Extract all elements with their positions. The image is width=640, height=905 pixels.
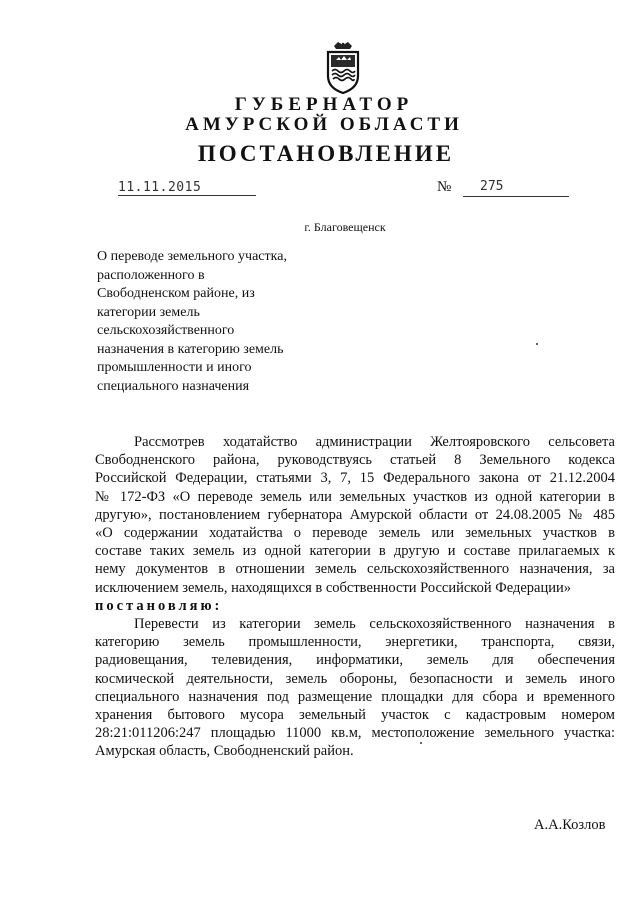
decree-word: постановляю: bbox=[95, 597, 223, 614]
number-label: № bbox=[437, 179, 452, 195]
body-line: Российской Федерации, статьями 3, 7, 15 Федерального закона от 21.12.2004 bbox=[95, 470, 615, 487]
subject-line: Свободненском районе, из bbox=[97, 286, 255, 301]
decision-line: Амурская область, Свободненский район. bbox=[95, 743, 354, 760]
decision-line: космической деятельности, земель обороны, безопасности и земель иного bbox=[95, 670, 615, 687]
document-date: 11.11.2015 bbox=[118, 180, 202, 195]
signatory-name: А.А.Козлов bbox=[534, 817, 606, 833]
issue-city: г. Благовещенск bbox=[304, 220, 386, 234]
subject-line: сельскохозяйственного bbox=[97, 323, 235, 338]
subject-line: промышленности и иного bbox=[97, 360, 252, 375]
subject-line: расположенного в bbox=[97, 267, 205, 283]
subject-line: О переводе земельного участка, bbox=[97, 249, 287, 264]
body-line: исключением земель, находящихся в собственности Российской Федерации» bbox=[95, 579, 571, 596]
decision-line: 28:21:011206:247 площадью 11000 кв.м, местоположение земельного участка: bbox=[95, 725, 615, 742]
subject-line: специального назначения bbox=[97, 378, 250, 394]
scan-speck bbox=[536, 343, 538, 345]
decision-line: специального назначения под размещение площадки для сбора и временного bbox=[95, 688, 615, 705]
decision-line: Перевести из категории земель сельскохозяйственного назначения в bbox=[134, 616, 615, 633]
body-line: № 172-ФЗ «О переводе земель или земельных участков из одной категории в bbox=[95, 488, 615, 505]
body-line: Рассмотрев ходатайство администрации Желтояровского сельсовета bbox=[134, 434, 615, 450]
decision-line: хранения бытового мусора земельный участок с кадастровым номером bbox=[95, 707, 615, 724]
issuer-title: ГУБЕРНАТОР bbox=[234, 94, 414, 115]
decision-line: категорию земель промышленности, энергетики, транспорта, связи, bbox=[95, 634, 615, 651]
date-field bbox=[118, 178, 258, 196]
number-field bbox=[437, 178, 577, 196]
subject-block bbox=[97, 248, 327, 396]
subject-line: назначения в категорию земель bbox=[97, 341, 284, 357]
date-underline bbox=[118, 195, 256, 196]
subject-line: категории земель bbox=[97, 304, 200, 320]
body-line: нему документов в отношении земель сельскохозяйственного назначения, за bbox=[95, 561, 615, 578]
body-line: составе таких земель из одной категории в другую и составе прилагаемых к bbox=[95, 543, 615, 560]
body-line: другую», постановлением губернатора Амурской области от 24.08.2005 № 485 bbox=[95, 506, 615, 523]
body-line: «О содержании ходатайства о переводе земель или земельных участков в bbox=[95, 525, 615, 542]
body-line: Свободненского района, руководствуясь статьей 8 Земельного кодекса bbox=[95, 452, 615, 469]
number-underline bbox=[463, 196, 569, 197]
issuer-region: АМУРСКОЙ ОБЛАСТИ bbox=[185, 114, 463, 135]
document-number: 275 bbox=[480, 179, 504, 194]
document-body bbox=[95, 433, 615, 761]
coat-of-arms-icon bbox=[324, 40, 362, 94]
document-type: ПОСТАНОВЛЕНИЕ bbox=[197, 141, 455, 166]
decision-line: радиовещания, телевидения, информатики, земель для обеспечения bbox=[95, 652, 615, 669]
